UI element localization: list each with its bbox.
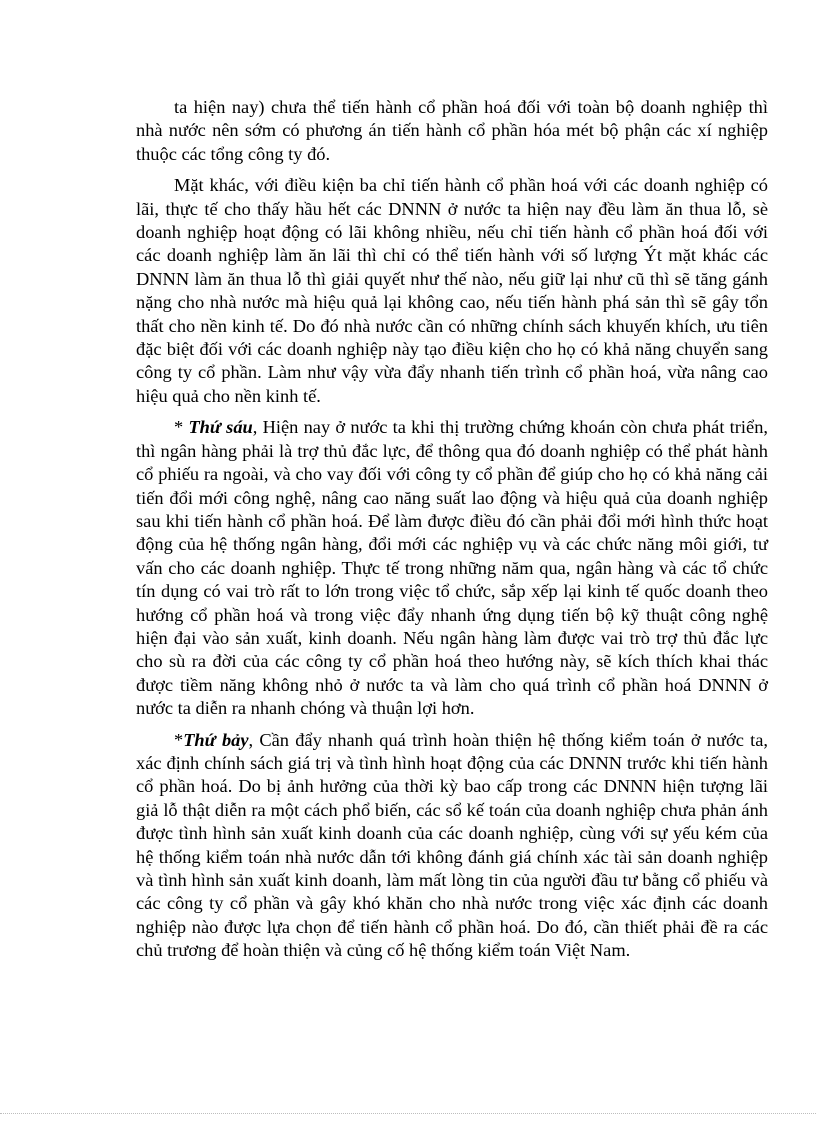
- paragraph-mat-khac: Mặt khác, với điều kiện ba chỉ tiến hành cổ phần hoá với các doanh nghiệp có lãi, thực tế cho thấy hầu hết các DNNN ở nước ta hiện nay đều làm ăn thua lỗ, sè doanh nghiệp hoạt động có lãi không nhiều, nếu chỉ tiến hành cổ phần hoá đối với các doanh nghiệp làm ăn lãi thì chỉ có thể tiến hành với số lượng Ýt mặt khác các DNNN làm ăn thua lỗ thì giải quyết như thế nào, nếu giữ lại như cũ thì sẽ tăng gánh nặng cho nhà nước mà hiệu quả lại không cao, nếu tiến hành phá sản thì sẽ gây tổn thất cho nền kinh tế. Do đó nhà nước cần có những chính sách khuyến khích, ưu tiên đặc biệt đối với các doanh nghiệp này tạo điều kiện cho họ có khả năng chuyển sang công ty cổ phần. Làm như vậy vừa đẩy nhanh tiến trình cổ phần hoá, vừa nâng cao hiệu quả cho nền kinh tế.: [136, 175, 768, 406]
- paragraph-thu-sau-text: , Hiện nay ở nước ta khi thị trường chứng khoán còn chưa phát triển, thì ngân hàng phải là trợ thủ đắc lực, để thông qua đó doanh nghiệp có thể phát hành cổ phiếu ra ngoài, và cho vay đối với công ty cổ phần để giúp cho họ có khả năng cải tiến đổi mới công nghệ, nâng cao năng suất lao động và hiệu quả của doanh nghiệp sau khi tiến hành cổ phần hoá. Để làm được điều đó cần phải đổi mới hình thức hoạt động của hệ thống ngân hàng, đổi mới các nghiệp vụ và các chức năng môi giới, tư vấn cho các doanh nghiệp. Thực tế trong những năm qua, ngân hàng và các tổ chức tín dụng có vai trò rất to lớn trong việc tổ chức, sắp xếp lại kinh tế quốc doanh theo hướng cổ phần hoá và trong việc đẩy nhanh ứng dụng tiến bộ kỹ thuật công nghệ hiện đại vào sản xuất, kinh doanh. Nếu ngân hàng làm được vai trò trợ thủ đắc lực cho sù ra đời của các công ty cổ phần hoá theo hướng này, sẽ kích thích khai thác được tiềm năng không nhỏ ở nước ta và làm cho quá trình cổ phần hoá DNNN ở nước ta diễn ra nhanh chóng và thuận lợi hơn.: [136, 417, 768, 719]
- document-page: [136, 96, 768, 963]
- heading-thu-bay: Thứ bảy: [183, 729, 249, 750]
- paragraph-thu-sau: [136, 416, 768, 720]
- paragraph-thu-bay-text: , Cần đẩy nhanh quá trình hoàn thiện hệ thống kiểm toán ở nước ta, xác định chính sách giá trị và tình hình hoạt động của các DNNN trước khi tiến hành cổ phần hoá. Do bị ảnh hưởng của thời kỳ bao cấp trong các DNNN hiện tượng lãi giả lỗ thật diễn ra một cách phổ biến, các sổ kế toán của doanh nghiệp chưa phản ánh được tình hình sản xuất kinh doanh của các doanh nghiệp, cùng với sự yếu kém của hệ thống kiểm toán nhà nước dẫn tới không đánh giá chính xác tài sản doanh nghiệp và tình hình sản xuất kinh doanh, làm mất lòng tin của người đầu tư bằng cổ phiếu và các công ty cổ phần và gây khó khăn cho nhà nước trong việc xác định các doanh nghiệp nào được lựa chọn để tiến hành cổ phần hoá. Do đó, cần thiết phải đề ra các chủ trương để hoàn thiện và củng cố hệ thống kiểm toán Việt Nam.: [136, 729, 768, 961]
- paragraph-thu-bay: [136, 729, 768, 963]
- page-bottom-border: [0, 1113, 816, 1114]
- bullet-marker: *: [174, 729, 184, 750]
- bullet-marker: *: [174, 417, 189, 438]
- paragraph-continuation: ta hiện nay) chưa thể tiến hành cổ phần hoá đối với toàn bộ doanh nghiệp thì nhà nước nên sớm có phương án tiến hành cổ phần hóa mét bộ phận các xí nghiệp thuộc các tổng công ty đó.: [136, 97, 768, 164]
- heading-thu-sau: Thứ sáu: [188, 417, 253, 438]
